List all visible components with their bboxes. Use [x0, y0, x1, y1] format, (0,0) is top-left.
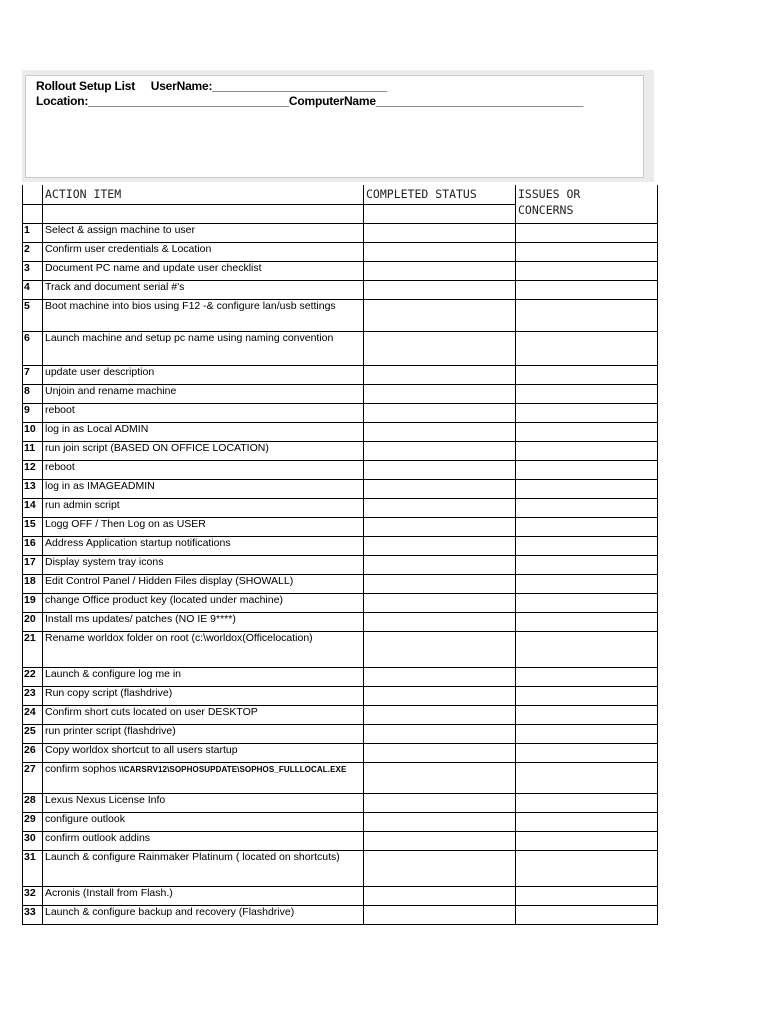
blank-cell — [364, 204, 516, 223]
completed-status-cell[interactable] — [364, 886, 516, 905]
completed-status-cell[interactable] — [364, 536, 516, 555]
action-item-text: confirm sophos — [45, 762, 120, 775]
action-item-text: Launch & configure backup and recovery (Flashdrive) — [45, 905, 295, 918]
row-number: 19 — [23, 593, 43, 612]
row-number: 1 — [23, 223, 43, 242]
row-number: 32 — [23, 886, 43, 905]
table-row — [23, 331, 658, 365]
issues-header-line1: ISSUES OR — [518, 187, 581, 201]
completed-status-cell[interactable] — [364, 280, 516, 299]
row-number: 9 — [23, 403, 43, 422]
action-item-text: Run copy script (flashdrive) — [45, 686, 173, 699]
action-item-text: Launch & configure Rainmaker Platinum ( located on shortcuts) — [45, 850, 340, 863]
issues-concerns-cell[interactable] — [516, 223, 658, 242]
issues-concerns-cell[interactable] — [516, 479, 658, 498]
issues-concerns-cell[interactable] — [516, 299, 658, 331]
completed-status-cell[interactable] — [364, 403, 516, 422]
issues-concerns-cell[interactable] — [516, 886, 658, 905]
row-number: 31 — [23, 850, 43, 886]
action-item-cell — [43, 850, 364, 886]
action-item-cell — [43, 242, 364, 261]
row-number: 5 — [23, 299, 43, 331]
issues-concerns-cell[interactable] — [516, 593, 658, 612]
row-number: 3 — [23, 261, 43, 280]
issues-concerns-cell[interactable] — [516, 724, 658, 743]
issues-concerns-cell[interactable] — [516, 831, 658, 850]
action-item-header: ACTION ITEM — [43, 185, 364, 204]
completed-status-cell[interactable] — [364, 724, 516, 743]
table-row — [23, 460, 658, 479]
action-item-cell — [43, 331, 364, 365]
row-number: 7 — [23, 365, 43, 384]
action-item-cell — [43, 686, 364, 705]
action-item-text: Acronis (Install from Flash.) — [45, 886, 173, 899]
action-item-text: update user description — [45, 365, 155, 378]
row-number: 17 — [23, 555, 43, 574]
completed-status-cell[interactable] — [364, 460, 516, 479]
completed-status-cell[interactable] — [364, 574, 516, 593]
completed-status-cell[interactable] — [364, 593, 516, 612]
completed-status-cell[interactable] — [364, 242, 516, 261]
completed-status-cell[interactable] — [364, 612, 516, 631]
action-item-cell — [43, 593, 364, 612]
completed-status-cell[interactable] — [364, 905, 516, 924]
action-item-text: run printer script (flashdrive) — [45, 724, 176, 737]
table-row — [23, 365, 658, 384]
issues-concerns-cell[interactable] — [516, 905, 658, 924]
table-row — [23, 384, 658, 403]
action-item-cell — [43, 441, 364, 460]
action-item-text: Display system tray icons — [45, 555, 164, 568]
number-header-cell — [23, 185, 43, 204]
completed-status-cell[interactable] — [364, 441, 516, 460]
action-item-text: Edit Control Panel / Hidden Files display (SHOWALL) — [45, 574, 294, 587]
completed-status-cell[interactable] — [364, 223, 516, 242]
row-number: 24 — [23, 705, 43, 724]
table-row — [23, 593, 658, 612]
row-number: 33 — [23, 905, 43, 924]
blank-cell — [23, 204, 43, 223]
action-item-text: log in as Local ADMIN — [45, 422, 149, 435]
action-item-cell — [43, 403, 364, 422]
issues-concerns-cell[interactable] — [516, 280, 658, 299]
row-number: 18 — [23, 574, 43, 593]
action-item-text: Address Application startup notifications — [45, 536, 231, 549]
table-row — [23, 299, 658, 331]
completed-status-cell[interactable] — [364, 498, 516, 517]
completed-status-header: COMPLETED STATUS — [364, 185, 516, 204]
action-item-cell — [43, 261, 364, 280]
action-item-cell — [43, 422, 364, 441]
completed-status-cell[interactable] — [364, 793, 516, 812]
row-number: 10 — [23, 422, 43, 441]
issues-concerns-cell[interactable] — [516, 667, 658, 686]
issues-concerns-cell[interactable] — [516, 793, 658, 812]
action-item-text: change Office product key (located under machine) — [45, 593, 283, 606]
action-item-text: configure outlook — [45, 812, 125, 825]
row-number: 6 — [23, 331, 43, 365]
action-item-cell — [43, 667, 364, 686]
action-item-text: Lexus Nexus License Info — [45, 793, 166, 806]
completed-status-cell[interactable] — [364, 667, 516, 686]
action-item-cell — [43, 793, 364, 812]
completed-status-cell[interactable] — [364, 762, 516, 793]
completed-status-cell[interactable] — [364, 479, 516, 498]
action-item-text: log in as IMAGEADMIN — [45, 479, 155, 492]
completed-status-cell[interactable] — [364, 631, 516, 667]
row-number: 20 — [23, 612, 43, 631]
action-item-cell — [43, 812, 364, 831]
issues-concerns-cell[interactable] — [516, 261, 658, 280]
table-row — [23, 724, 658, 743]
completed-status-cell[interactable] — [364, 705, 516, 724]
action-item-text: run join script (BASED ON OFFICE LOCATION) — [45, 441, 269, 454]
table-row — [23, 612, 658, 631]
header-row — [23, 185, 658, 204]
table-row — [23, 441, 658, 460]
action-item-text: reboot — [45, 403, 75, 416]
completed-status-cell[interactable] — [364, 299, 516, 331]
action-item-cell — [43, 705, 364, 724]
action-item-text: Select & assign machine to user — [45, 223, 195, 236]
issues-concerns-cell[interactable] — [516, 555, 658, 574]
action-item-cell — [43, 886, 364, 905]
completed-status-cell[interactable] — [364, 812, 516, 831]
action-item-cell — [43, 460, 364, 479]
header-box — [22, 70, 654, 182]
issues-concerns-cell[interactable] — [516, 242, 658, 261]
issues-concerns-cell[interactable] — [516, 422, 658, 441]
issues-concerns-cell[interactable] — [516, 631, 658, 667]
issues-concerns-cell[interactable] — [516, 384, 658, 403]
action-item-text: Logg OFF / Then Log on as USER — [45, 517, 206, 530]
table-row — [23, 479, 658, 498]
action-item-text: confirm outlook addins — [45, 831, 151, 844]
completed-status-cell[interactable] — [364, 365, 516, 384]
issues-concerns-cell[interactable] — [516, 812, 658, 831]
action-item-text: Install ms updates/ patches (NO IE 9****) — [45, 612, 236, 625]
row-number: 30 — [23, 831, 43, 850]
completed-status-cell[interactable] — [364, 555, 516, 574]
row-number: 15 — [23, 517, 43, 536]
table-row — [23, 850, 658, 886]
location-computername-line: Location:_______________________________ComputerName________________________________ — [36, 94, 583, 108]
action-item-cell — [43, 365, 364, 384]
table-row — [23, 886, 658, 905]
table-row — [23, 812, 658, 831]
row-number: 16 — [23, 536, 43, 555]
action-item-text: Rename worldox folder on root (c:\worldox(Officelocation) — [45, 631, 313, 644]
row-number: 8 — [23, 384, 43, 403]
action-item-cell — [43, 223, 364, 242]
table-row — [23, 762, 658, 793]
table-row — [23, 517, 658, 536]
issues-concerns-cell[interactable] — [516, 536, 658, 555]
action-item-cell — [43, 498, 364, 517]
issues-concerns-cell[interactable] — [516, 460, 658, 479]
header-panel — [25, 75, 644, 178]
action-item-text: Copy worldox shortcut to all users startup — [45, 743, 238, 756]
action-item-cell — [43, 299, 364, 331]
row-number: 2 — [23, 242, 43, 261]
issues-concerns-cell[interactable] — [516, 403, 658, 422]
row-number: 27 — [23, 762, 43, 793]
action-item-cell — [43, 905, 364, 924]
issues-concerns-cell[interactable] — [516, 850, 658, 886]
completed-status-cell[interactable] — [364, 743, 516, 762]
table-row — [23, 242, 658, 261]
completed-status-cell[interactable] — [364, 384, 516, 403]
network-path-text: \\CARSRV12\SOPHOSUPDATE\SOPHOS_FULLLOCAL.EXE — [119, 764, 347, 774]
row-number: 26 — [23, 743, 43, 762]
action-item-text: run admin script — [45, 498, 120, 511]
action-item-text: Launch & configure log me in — [45, 667, 182, 680]
table-row — [23, 536, 658, 555]
action-item-cell — [43, 612, 364, 631]
completed-status-cell[interactable] — [364, 686, 516, 705]
row-number: 21 — [23, 631, 43, 667]
completed-status-cell[interactable] — [364, 831, 516, 850]
table-row — [23, 831, 658, 850]
row-number: 22 — [23, 667, 43, 686]
table-row — [23, 574, 658, 593]
action-item-text: Boot machine into bios using F12 -& configure lan/usb settings — [45, 299, 336, 312]
row-number: 14 — [23, 498, 43, 517]
action-item-cell — [43, 631, 364, 667]
issues-concerns-cell[interactable] — [516, 517, 658, 536]
table-row — [23, 793, 658, 812]
table-row — [23, 223, 658, 242]
completed-status-cell[interactable] — [364, 517, 516, 536]
row-number: 4 — [23, 280, 43, 299]
row-number: 28 — [23, 793, 43, 812]
table-row — [23, 631, 658, 667]
action-item-cell — [43, 743, 364, 762]
table-row — [23, 667, 658, 686]
table-row — [23, 686, 658, 705]
table-row — [23, 555, 658, 574]
action-item-cell — [43, 831, 364, 850]
action-item-text: Document PC name and update user checklist — [45, 261, 262, 274]
title-username-line: Rollout Setup List UserName:___________________________ — [36, 79, 388, 93]
issues-concerns-cell[interactable] — [516, 498, 658, 517]
row-number: 11 — [23, 441, 43, 460]
action-item-text: Unjoin and rename machine — [45, 384, 177, 397]
table-row — [23, 280, 658, 299]
table-row — [23, 498, 658, 517]
action-item-cell — [43, 724, 364, 743]
action-item-cell — [43, 517, 364, 536]
completed-status-cell[interactable] — [364, 261, 516, 280]
issues-concerns-cell[interactable] — [516, 612, 658, 631]
action-item-cell — [43, 762, 364, 793]
issues-concerns-cell[interactable] — [516, 331, 658, 365]
completed-status-cell[interactable] — [364, 850, 516, 886]
issues-concerns-cell[interactable] — [516, 743, 658, 762]
row-number: 12 — [23, 460, 43, 479]
issues-concerns-cell[interactable] — [516, 441, 658, 460]
action-item-cell — [43, 536, 364, 555]
issues-concerns-cell[interactable] — [516, 705, 658, 724]
row-number: 25 — [23, 724, 43, 743]
row-number: 13 — [23, 479, 43, 498]
action-item-text: Confirm user credentials & Location — [45, 242, 212, 255]
action-item-cell — [43, 280, 364, 299]
table-row — [23, 743, 658, 762]
action-item-cell — [43, 384, 364, 403]
completed-status-cell[interactable] — [364, 331, 516, 365]
table-row — [23, 422, 658, 441]
table-row — [23, 705, 658, 724]
table-row — [23, 403, 658, 422]
row-number: 29 — [23, 812, 43, 831]
action-item-cell — [43, 479, 364, 498]
issues-concerns-cell[interactable] — [516, 365, 658, 384]
action-item-cell — [43, 574, 364, 593]
table-row — [23, 905, 658, 924]
issues-concerns-cell[interactable] — [516, 686, 658, 705]
issues-concerns-header — [516, 185, 658, 223]
action-item-text: Confirm short cuts located on user DESKTOP — [45, 705, 258, 718]
action-item-cell — [43, 555, 364, 574]
table-row — [23, 261, 658, 280]
action-item-text: Track and document serial #'s — [45, 280, 185, 293]
issues-header-line2: CONCERNS — [518, 203, 574, 217]
completed-status-cell[interactable] — [364, 422, 516, 441]
blank-cell — [43, 204, 364, 223]
checklist-table — [22, 185, 658, 925]
action-item-text: reboot — [45, 460, 75, 473]
row-number: 23 — [23, 686, 43, 705]
action-item-text: Launch machine and setup pc name using naming convention — [45, 331, 334, 344]
issues-concerns-cell[interactable] — [516, 574, 658, 593]
issues-concerns-cell[interactable] — [516, 762, 658, 793]
